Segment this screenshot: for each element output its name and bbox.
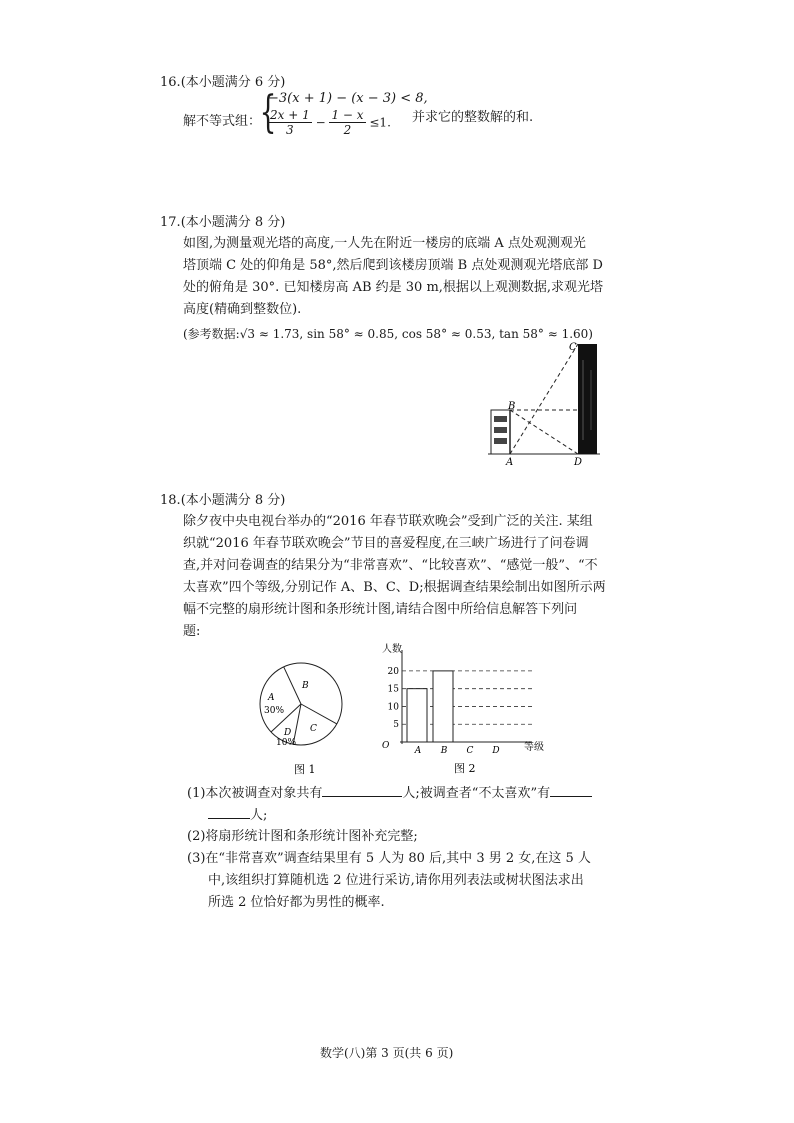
q18-line-6: 题:: [183, 624, 201, 639]
bar-x-tick-label: A: [414, 746, 422, 756]
q17-header: (本小题满分 8 分): [180, 215, 286, 230]
building-window: [494, 427, 507, 433]
q16-header: (本小题满分 6 分): [180, 75, 286, 90]
q18-blank-dislike[interactable]: [208, 804, 250, 819]
sight-line-bd: [510, 410, 578, 454]
q18-sub1-part-b: 人;被调查者“不太喜欢”有: [402, 786, 551, 801]
bar-x-tick-label: C: [466, 746, 474, 756]
pie-label-d-percent: 10%: [276, 738, 297, 748]
q18-line-3: 查,并对问卷调查的结果分为“非常喜欢”、“比较喜欢”、“感觉一般”、“不: [183, 558, 598, 573]
q18-sub1-part-a: (1)本次被调查对象共有: [187, 786, 323, 801]
q17-number: 17.: [160, 215, 181, 230]
building-window: [494, 416, 507, 422]
q18-header: (本小题满分 8 分): [180, 493, 286, 508]
page-footer: 数学(八)第 3 页(共 6 页): [320, 1046, 454, 1060]
q16-inequality-2: [268, 108, 391, 137]
pie-label-c: C: [310, 724, 317, 734]
q18-sub1-part-c: 人;: [250, 808, 268, 823]
q18-sub3-line-3: 所选 2 位恰好都为男性的概率.: [208, 895, 385, 910]
label-d: D: [574, 457, 583, 468]
q16-fraction-1: [268, 108, 312, 137]
bar-y-tick-label: 5: [393, 720, 399, 731]
q18-line-4: 太喜欢”四个等级,分别记作 A、B、C、D;根据调查结果绘制出如图所示两: [183, 580, 606, 595]
q18-sub3-line-2: 中,该组织打算随机选 2 位进行采访,请你用列表法或树状图法求出: [208, 873, 584, 888]
q16-inequality-1: −3(x + 1) − (x − 3) < 8,: [268, 91, 428, 106]
q17-reference-data: (参考数据:√3 ≈ 1.73, sin 58° ≈ 0.85, cos 58° ≈ 0.53, tan 58° ≈ 1.60): [183, 327, 593, 341]
q16-fraction-2-numerator: 1 − x: [331, 108, 364, 122]
q18-number: 18.: [160, 493, 181, 508]
q16-fraction-2-denominator: 2: [343, 123, 352, 137]
q18-sub2: (2)将扇形统计图和条形统计图补充完整;: [187, 829, 418, 844]
bar-origin-label: O: [382, 741, 390, 751]
bar-chart: [374, 640, 554, 780]
q18-sub1-cont: [208, 804, 267, 827]
bar-y-axis-label: 人数: [382, 644, 402, 655]
q16-fraction-1-numerator: 2x + 1: [270, 108, 310, 122]
pie-label-a: A: [268, 693, 275, 703]
q16-suffix: 并求它的整数解的和.: [412, 110, 534, 125]
q18-sub3-line-1: (3)在“非常喜欢”调查结果里有 5 人为 80 后,其中 3 男 2 女,在这 5 人: [187, 851, 591, 866]
q16-number: 16.: [160, 75, 181, 90]
building-window: [494, 438, 507, 444]
bar-y-tick-label: 15: [387, 684, 399, 695]
pie-label-a-percent: 30%: [264, 706, 285, 716]
q17-line-2: 塔顶端 C 处的仰角是 58°,然后爬到该楼房顶端 B 点处观测观光塔底部 D: [183, 258, 603, 273]
sight-line-ac: [510, 344, 578, 454]
tower: [578, 344, 597, 454]
q17-line-4: 高度(精确到整数位).: [183, 302, 302, 317]
q17-tower-figure: [480, 340, 620, 470]
bar-y-tick-label: 20: [387, 666, 399, 677]
pie-caption: 图 1: [294, 763, 316, 776]
bar-x-axis-label: 等级: [524, 742, 544, 753]
pie-chart: [248, 655, 358, 785]
bar-a: [407, 689, 427, 742]
q18-line-2: 织就“2016 年春节联欢晚会”节目的喜爱程度,在三峡广场进行了问卷调: [183, 536, 589, 551]
label-a: A: [506, 457, 514, 468]
bar-x-tick-label: D: [492, 746, 500, 756]
q17-line-1: 如图,为测量观光塔的高度,一人先在附近一楼房的底端 A 点处观测观光: [183, 236, 586, 251]
q16-inequality-2-tail: ≤1.: [369, 115, 391, 130]
bar-b: [433, 671, 453, 742]
bar-caption: 图 2: [454, 762, 476, 775]
q18-line-5: 幅不完整的扇形统计图和条形统计图,请结合图中所给信息解答下列问: [183, 602, 578, 617]
q18-line-1: 除夕夜中央电视台举办的“2016 年春节联欢晚会”受到广泛的关注. 某组: [183, 514, 593, 529]
pie-label-d: D: [284, 728, 292, 738]
q18-sub1: [187, 782, 592, 805]
q18-heading: [160, 490, 285, 512]
q16-brace: {: [259, 87, 277, 138]
q16-fraction-1-denominator: 3: [286, 123, 294, 137]
bar-x-tick-label: B: [440, 746, 448, 756]
bar-y-tick-label: 10: [387, 702, 399, 713]
label-c: C: [569, 342, 577, 353]
q16-prefix: 解不等式组：: [183, 114, 262, 129]
q18-blank-total[interactable]: [322, 782, 402, 797]
q18-blank-dislike-partial[interactable]: [550, 782, 592, 797]
q17-line-3: 处的俯角是 30°. 已知楼房高 AB 约是 30 m,根据以上观测数据,求观光塔: [183, 280, 604, 295]
label-b: B: [508, 401, 516, 412]
q17-heading: [160, 212, 285, 234]
q16-fraction-2: [329, 108, 365, 137]
q16-minus-sign: −: [315, 115, 326, 130]
pie-label-b: B: [302, 681, 309, 691]
